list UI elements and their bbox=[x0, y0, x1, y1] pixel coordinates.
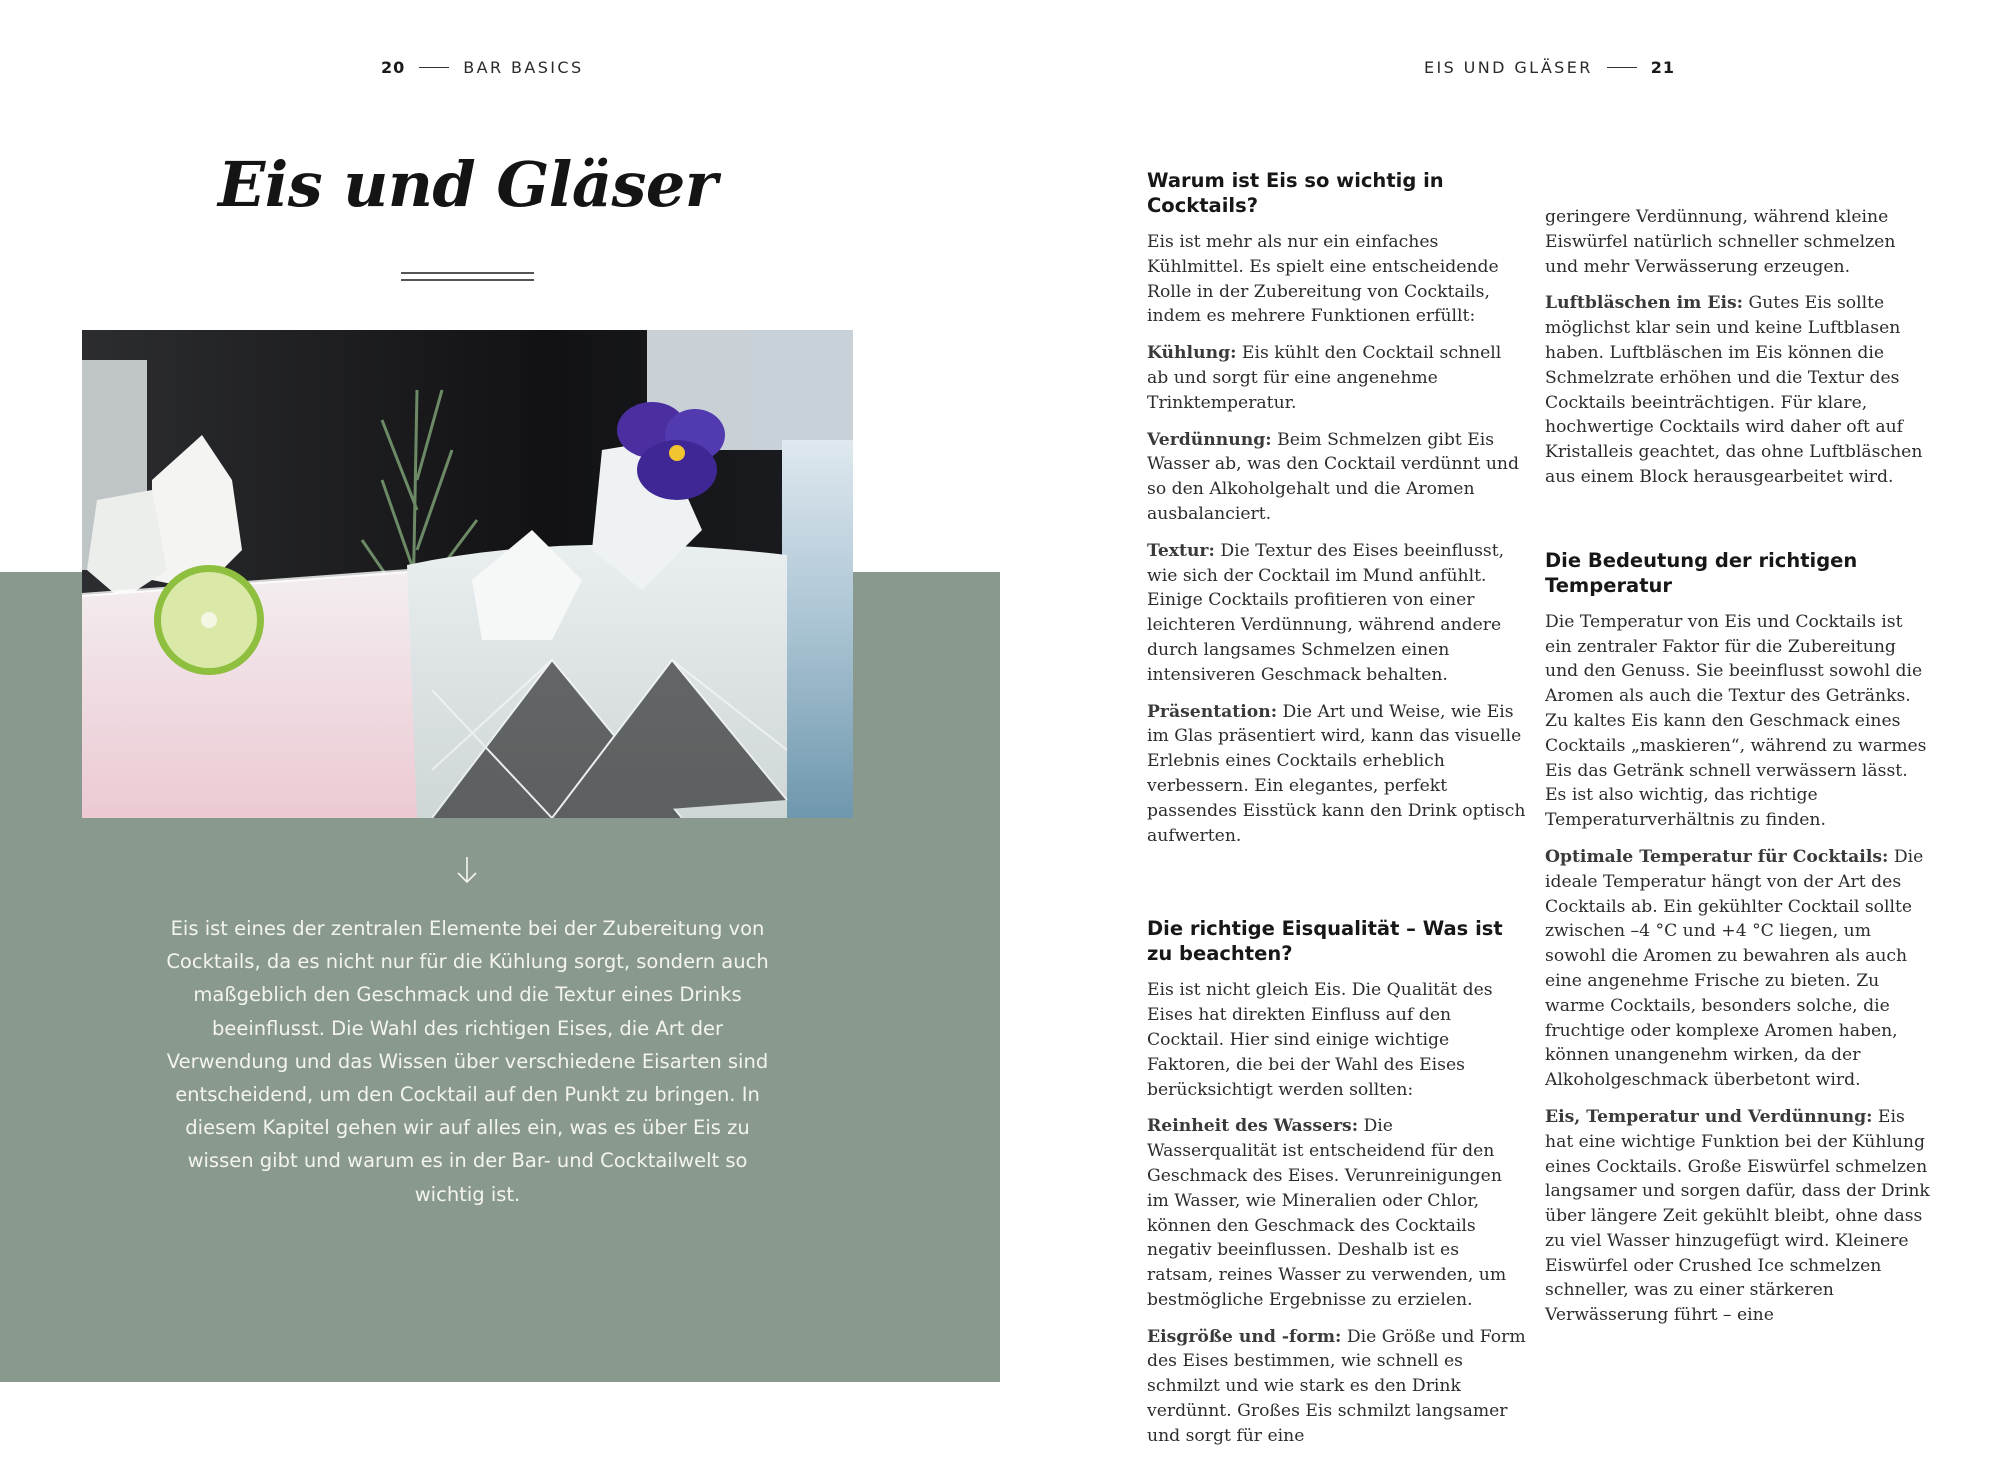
running-head-rule bbox=[419, 67, 449, 68]
section-intro-ice-quality: Eis ist nicht gleich Eis. Die Qualität des Eises hat direkten Einfluss auf den Cocktail. Hier sind einige wichtige Faktoren, die bei der Wahl des Eises berücksichtigt werden sollten: bbox=[1147, 980, 1493, 1100]
page-number-right: 21 bbox=[1650, 58, 1676, 77]
section-heading-why-ice: Warum ist Eis so wichtig in Cocktails? bbox=[1147, 169, 1444, 217]
chapter-title: Eis und Gläser bbox=[217, 148, 718, 221]
definition-term: Kühlung: bbox=[1147, 343, 1237, 364]
definition-term: Eisgröße und -form: bbox=[1147, 1326, 1342, 1347]
definition-text: Gutes Eis sollte möglichst klar sein und keine Luftblasen haben. Luftbläschen im Eis können die Schmelzrate erhöhen und die Textur des Cocktails beeinträchtigen. Für klare, hochwertige Cocktails wird daher oft auf Kristalleis geachtet, das ohne Luftbläschen aus einem Block herausgearbeitet wird. bbox=[1545, 293, 1923, 487]
section-intro-why-ice: Eis ist mehr als nur ein einfaches Kühlmittel. Es spielt eine entscheidende Rolle in der Zubereitung von Cocktails, indem es mehrere Funktionen erfüllt: bbox=[1147, 232, 1499, 327]
section-heading-temperature: Die Bedeutung der richtigen Temperatur bbox=[1545, 548, 1858, 597]
running-head-left bbox=[381, 58, 584, 77]
definition-term: Verdünnung: bbox=[1147, 429, 1272, 450]
definition-text: Eis kühlt den Cocktail schnell ab und sorgt für eine angenehme Trinktemperatur. bbox=[1147, 343, 1502, 413]
chapter-intro-text: Eis ist eines der zentralen Elemente bei der Zubereitung von Cocktails, da es nicht nur für die Kühlung sorgt, sondern auch maßgeblich den Geschmack und die Textur eines Drinks beeinflusst. Die Wahl des richtigen Eises, die Art der Verwendung und das Wissen über verschiedene Eisarten sind entscheidend, um den Cocktail auf den Punkt zu bringen. In diesem Kapitel gehen wir auf alles ein, was es über Eis zu wissen gibt und warum es in der Bar- und Cocktailwelt so wichtig ist. bbox=[166, 917, 769, 1206]
definition-item bbox=[1545, 845, 1930, 1093]
definition-text: Die Größe und Form des Eises bestimmen, wie schnell es schmilzt und wie stark es den Drink verdünnt. Großes Eis schmilzt langsamer und sorgt für eine bbox=[1147, 1326, 1526, 1446]
definition-text: Die Wasserqualität ist entscheidend für den Geschmack des Eises. Verunreinigungen im Wasser, wie Mineralien oder Chlor, können den Geschmack des Cocktails negativ beeinflussen. Deshalb ist es ratsam, reines Wasser zu verwenden, um bestmögliche Ergebnisse zu erzielen. bbox=[1147, 1116, 1507, 1310]
definition-term: Reinheit des Wassers: bbox=[1147, 1116, 1359, 1137]
definition-item bbox=[1147, 341, 1527, 415]
definition-term: Optimale Temperatur für Cocktails: bbox=[1545, 846, 1889, 867]
running-head-rule bbox=[1607, 67, 1637, 68]
section-heading-ice-quality: Die richtige Eisqualität – Was ist zu beachten? bbox=[1147, 917, 1503, 966]
definition-text: Die Art und Weise, wie Eis im Glas präsentiert wird, kann das visuelle Erlebnis eines Cocktails erheblich verbessern. Ein elegantes, perfekt passendes Eisstück kann den Drink optisch aufwerten. bbox=[1147, 701, 1526, 846]
definition-text: Beim Schmelzen gibt Eis Wasser ab, was den Cocktail verdünnt und so den Alkoholgehalt und die Aromen ausbalanciert. bbox=[1147, 429, 1520, 524]
definition-item bbox=[1147, 428, 1527, 527]
cocktail-photo-illustration bbox=[82, 330, 853, 818]
arrow-down-icon bbox=[455, 855, 479, 885]
definition-item bbox=[1147, 1325, 1527, 1449]
text-column-right bbox=[1545, 205, 1930, 1340]
definition-term: Präsentation: bbox=[1147, 701, 1278, 722]
title-double-rule bbox=[401, 272, 534, 281]
definition-item bbox=[1147, 539, 1527, 688]
cocktail-photo bbox=[82, 330, 853, 818]
definition-text: Eis hat eine wichtige Funktion bei der Kühlung eines Cocktails. Große Eiswürfel schmelzen langsamer und sorgen dafür, dass der Drink über längere Zeit gekühlt bleibt, ohne dass zu viel Wasser hinzugefügt wird. Kleinere Eiswürfel oder Crushed Ice schmelzen schneller, was zu einer stärkeren Verwässerung führt – eine bbox=[1545, 1106, 1930, 1326]
definition-item bbox=[1147, 700, 1527, 849]
section-spacer bbox=[1147, 860, 1527, 916]
definition-item bbox=[1545, 291, 1930, 489]
section-intro-temperature: Die Temperatur von Eis und Cocktails ist ein zentraler Faktor für die Zubereitung und den Genuss. Sie beeinflusst sowohl die Aromen als auch die Textur des Getränks. Zu kaltes Eis kann den Geschmack eines Cocktails „maskieren“, während zu warmes Eis das Getränk schnell verwässern lässt. Es ist also wichtig, das richtige Temperaturverhältnis zu finden. bbox=[1545, 611, 1927, 831]
section-label-right: EIS UND GLÄSER bbox=[1424, 58, 1593, 77]
definition-term: Luftbläschen im Eis: bbox=[1545, 293, 1744, 314]
definition-item bbox=[1545, 1105, 1930, 1328]
definition-text: Die Textur des Eises beeinflusst, wie sich der Cocktail im Mund anfühlt. Einige Cocktails profitieren von einer leichteren Verdünnung, während andere durch langsames Schmelzen einen intensiveren Geschmack behalten. bbox=[1147, 540, 1505, 685]
definition-term: Textur: bbox=[1147, 540, 1215, 561]
continued-paragraph: geringere Verdünnung, während kleine Eiswürfel natürlich schneller schmelzen und mehr Verwässerung erzeugen. bbox=[1545, 207, 1896, 277]
section-label-left: BAR BASICS bbox=[463, 58, 584, 77]
page-number-left: 20 bbox=[381, 58, 406, 77]
definition-term: Eis, Temperatur und Verdünnung: bbox=[1545, 1106, 1873, 1127]
definition-item bbox=[1147, 1114, 1527, 1312]
running-head-right bbox=[1424, 58, 1675, 77]
definition-text: Die ideale Temperatur hängt von der Art des Cocktails ab. Ein gekühlter Cocktail sollte zwischen –4 °C und +4 °C liegen, um sowohl die Aromen zu bewahren als auch eine angenehme Frische zu bieten. Zu warme Cocktails, besonders solche, die fruchtige oder komplexe Aromen haben, können unangenehm wirken, da der Alkoholgeschmack überbetont wird. bbox=[1545, 846, 1924, 1091]
text-column-left bbox=[1147, 168, 1527, 1461]
section-spacer bbox=[1545, 502, 1930, 548]
